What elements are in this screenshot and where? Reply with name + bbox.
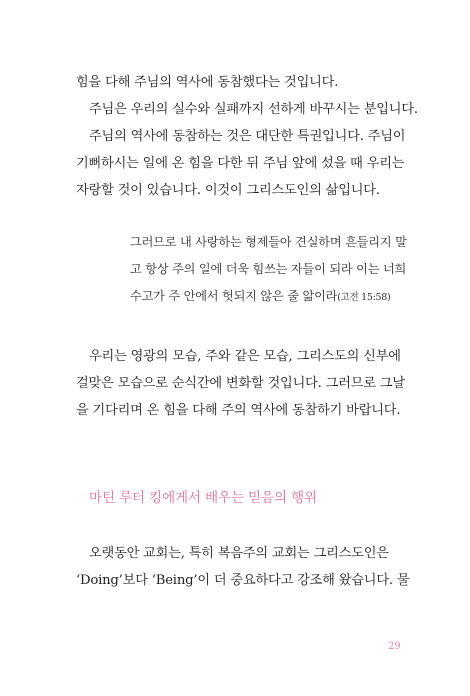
intro-line-3: 주님의 역사에 동참하는 것은 대단한 특권입니다. 주님이 <box>89 129 406 144</box>
body-line-2: 걸맞은 모습으로 순식간에 변화할 것입니다. 그러므로 그날 <box>76 376 405 391</box>
page-number: 29 <box>388 641 401 652</box>
scripture-reference: (고전 15:58) <box>337 292 391 303</box>
body-line-3: 을 기다리며 온 힘을 다해 주의 역사에 동참하기 바랍니다. <box>76 403 401 418</box>
intro-line-1: 힘을 다해 주님의 역사에 동참했다는 것입니다. <box>76 75 339 90</box>
scripture-quote <box>130 229 407 311</box>
intro-paragraph <box>76 69 418 204</box>
quote-line-3-text: 수고가 주 안에서 헛되지 않은 줄 앎이라 <box>130 289 338 303</box>
closing-line-1: 오랫동안 교회는, 특히 복음주의 교회는 그리스도인은 <box>89 546 389 561</box>
quote-line-1: 그러므로 내 사랑하는 형제들아 견실하며 흔들리지 말 <box>130 235 407 249</box>
body-paragraph <box>76 343 405 424</box>
intro-line-2: 주님은 우리의 실수와 실패까지 선하게 바꾸시는 분입니다. <box>89 102 418 117</box>
intro-line-4: 기뻐하시는 일에 온 힘을 다한 뒤 주님 앞에 섰을 때 우리는 <box>76 156 405 171</box>
body-line-1: 우리는 영광의 모습, 주와 같은 모습, 그리스도의 신부에 <box>89 349 401 364</box>
intro-line-5: 자랑할 것이 있습니다. 이것이 그리스도인의 삶입니다. <box>76 183 380 198</box>
section-heading: 마틴 루터 킹에게서 배우는 믿음의 행위 <box>89 490 318 506</box>
quote-line-3 <box>130 283 404 311</box>
closing-paragraph <box>76 540 410 594</box>
quote-line-2: 고 항상 주의 일에 더욱 힘쓰는 자들이 되라 이는 너희 <box>130 262 407 276</box>
closing-line-2: ‘Doing’보다 ‘Being’이 더 중요하다고 강조해 왔습니다. 물 <box>76 573 410 588</box>
